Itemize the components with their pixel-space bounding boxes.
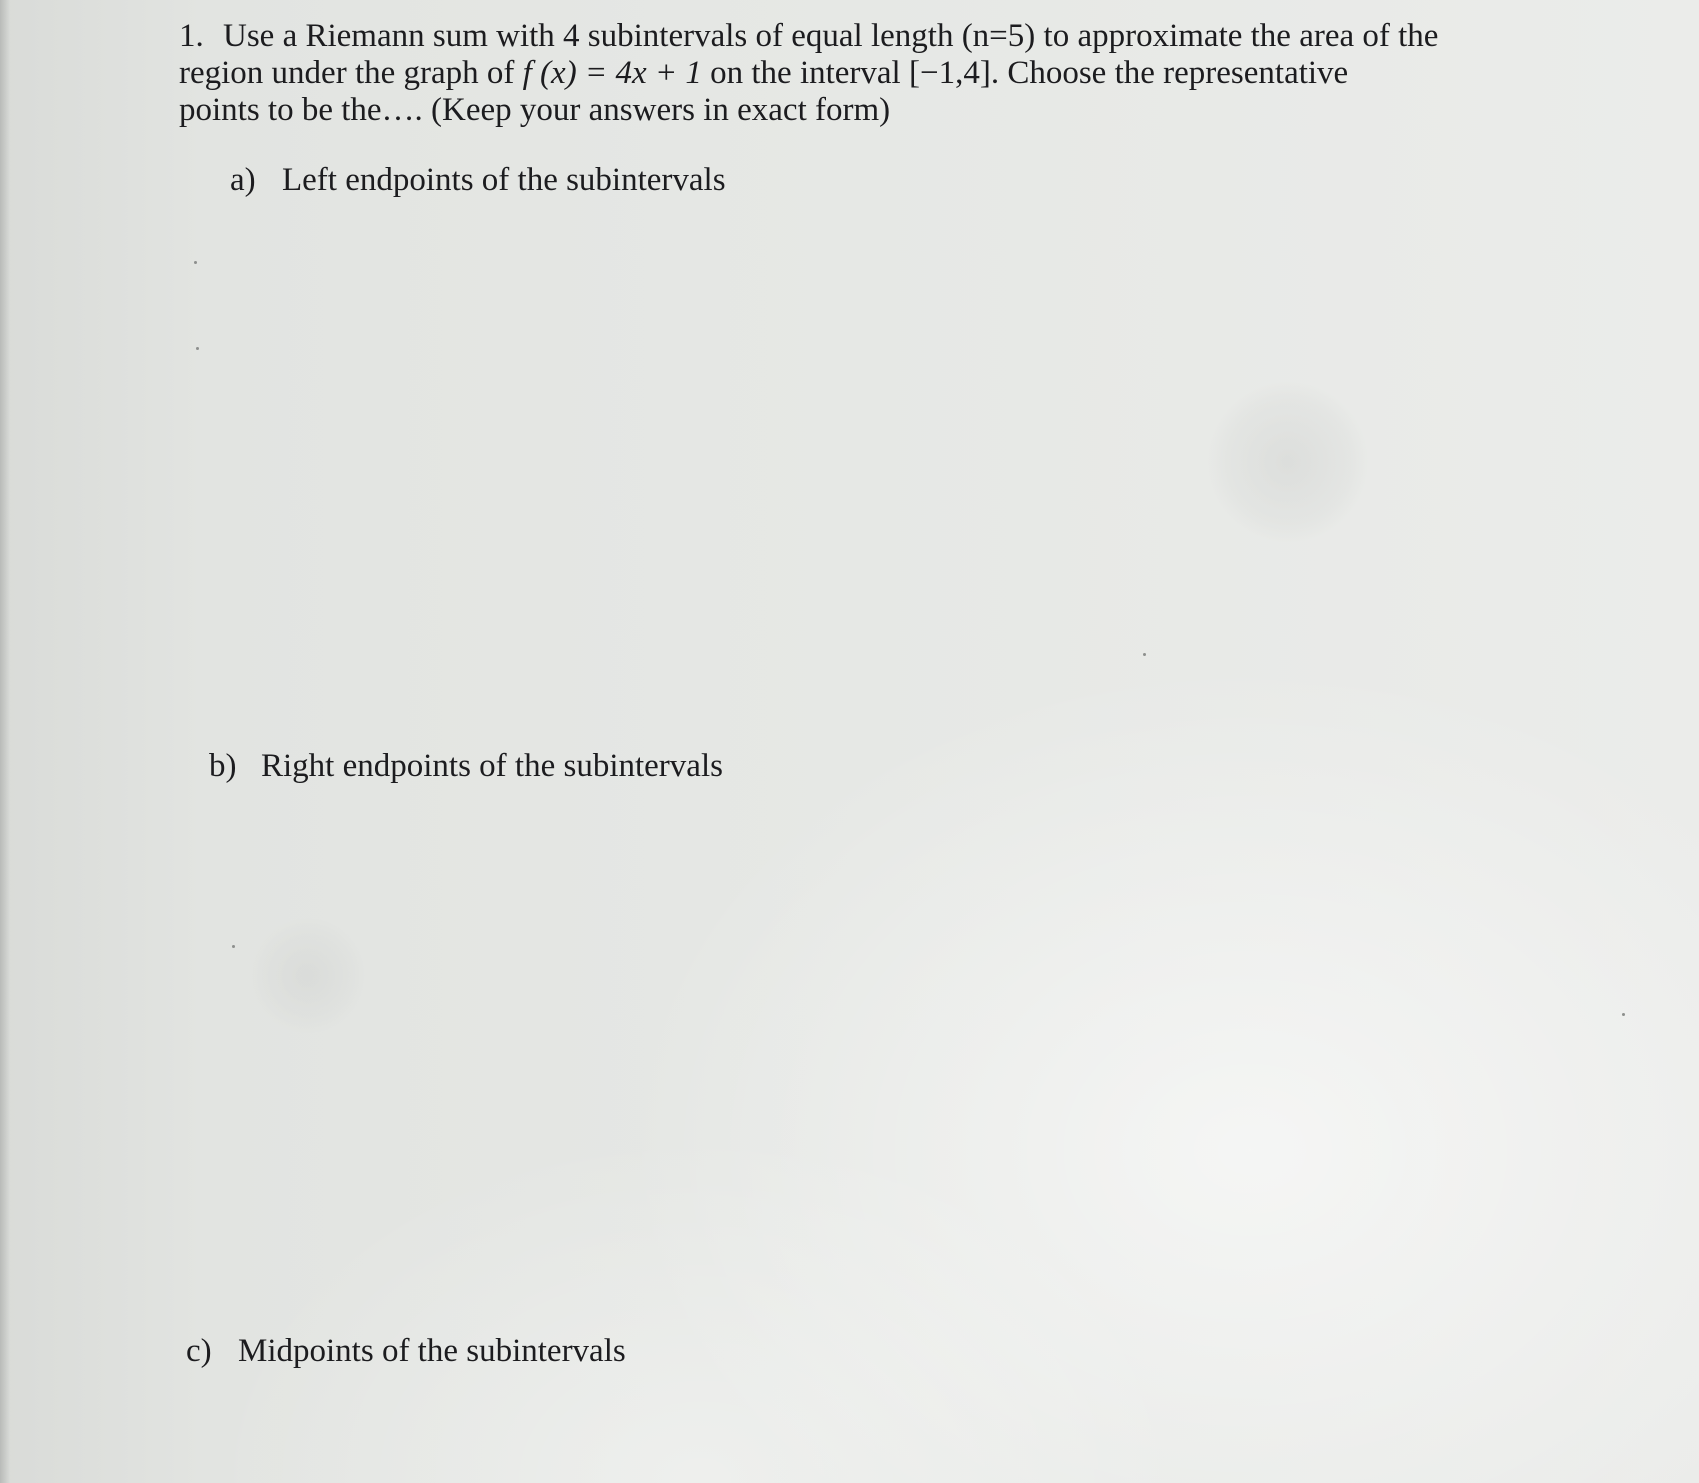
- question-line-1: [179, 18, 1499, 55]
- paper-speck: [196, 347, 199, 350]
- question-stem: [179, 18, 1499, 129]
- question-number: 1.: [179, 18, 204, 54]
- part-a-text: Left endpoints of the subintervals: [282, 162, 726, 198]
- function-expression: f (x) = 4x + 1: [522, 55, 702, 91]
- page-edge-shadow: [0, 0, 10, 1483]
- part-b-answer-space: [200, 800, 1500, 1300]
- part-a-label: [230, 162, 726, 199]
- part-a-letter: a): [230, 162, 256, 198]
- part-c-text: Midpoints of the subintervals: [238, 1333, 626, 1369]
- part-c-answer-space: [200, 1385, 1500, 1475]
- part-c-letter: c): [186, 1333, 212, 1369]
- part-b-text: Right endpoints of the subintervals: [261, 748, 723, 784]
- part-b-letter: b): [209, 748, 237, 784]
- part-c-label: [186, 1333, 626, 1370]
- part-a-answer-space: [200, 215, 1500, 715]
- question-line-2: region under the graph of f (x) = 4x + 1 on the interval [−1,4]. Choose the representative: [179, 55, 1349, 91]
- paper-speck: [1622, 1013, 1625, 1016]
- paper-speck: [194, 261, 197, 264]
- question-line-3: points to be the…. (Keep your answers in exact form): [179, 92, 891, 128]
- part-b-label: [209, 748, 723, 785]
- question-text-line-1: Use a Riemann sum with 4 subintervals of equal length (n=5) to approximate the area of the: [223, 18, 1439, 54]
